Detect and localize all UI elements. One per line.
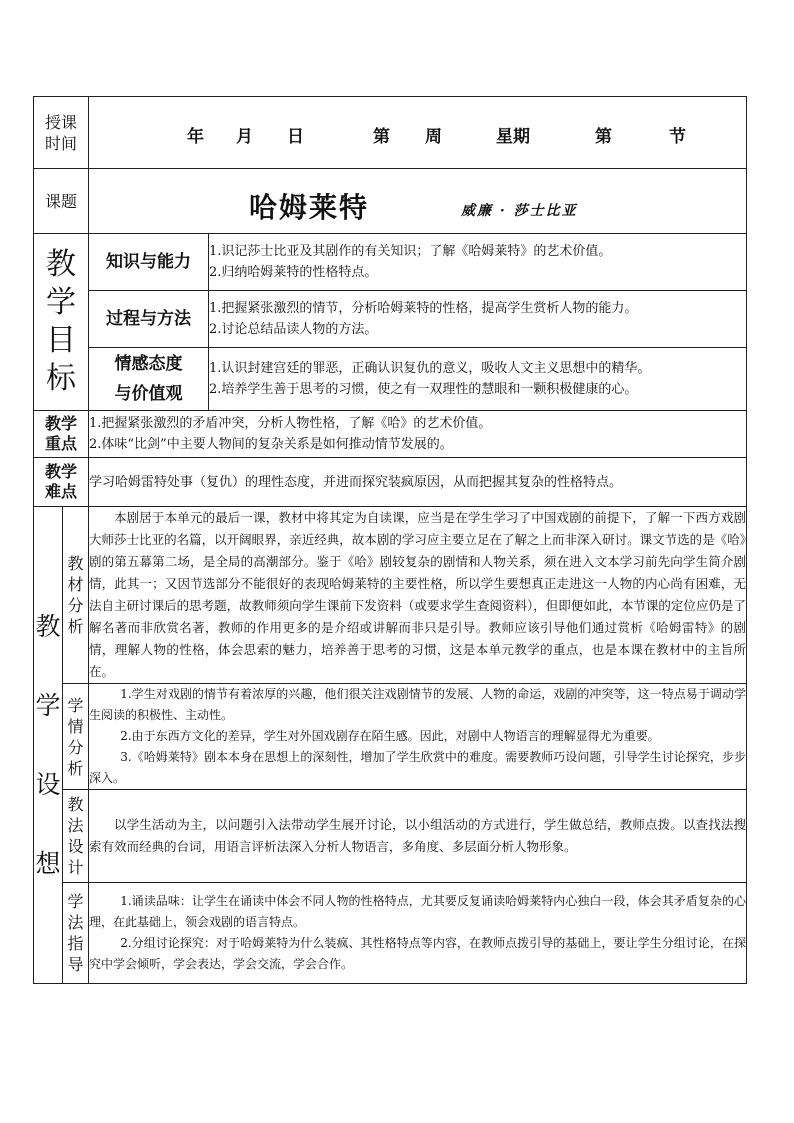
process-text: 1.把握紧张激烈的情节，分析哈姆莱特的性格，提高学生赏析人物的能力。 2.讨论总结品读人物的方法。 <box>209 291 747 348</box>
time-label: 授课时间 <box>34 97 89 169</box>
month-label: 月 <box>236 127 253 147</box>
knowledge-label: 知识与能力 <box>89 234 209 291</box>
key-points-row <box>34 411 747 458</box>
students-analysis-row <box>34 684 747 790</box>
objectives-label: 教 学 目 标 <box>34 234 89 411</box>
objective-knowledge-row <box>34 234 747 291</box>
difficulty-text: 学习哈姆雷特处事（复仇）的理性态度，并进而探究装疯原因，从而把握其复杂的性格特点。 <box>89 458 747 507</box>
design-label: 教 学 设 想 <box>34 507 63 984</box>
students-analysis-text: 1.学生对戏剧的情节有着浓厚的兴趣，他们很关注戏剧情节的发展、人物的命运，戏剧的冲突等，这一特点易于调动学生阅读的积极性、主动性。 2.由于东西方文化的差异，学生对外国戏剧存在陌生感。因此，对剧中人物语言的理解显得尤为重要。 3.《哈姆莱特》剧本本身在思想上的深刻性，增加了学生欣赏中的难度。需要教师巧设问题，引导学生讨论探究，步步深入。 <box>89 684 747 790</box>
period-prefix: 第 <box>595 127 612 147</box>
topic-row <box>34 169 747 234</box>
lesson-title: 哈姆莱特 <box>249 191 370 224</box>
emotion-text: 1.认识封建宫廷的罪恶，正确认识复仇的意义，吸收人文主义思想中的精华。 2.培养学生善于思考的习惯，使之有一双理性的慧眼和一颗积极健康的心。 <box>209 348 747 411</box>
period-suffix: 节 <box>669 127 686 147</box>
material-analysis-text: 本剧居于本单元的最后一课，教材中将其定为自读课，应当是在学生学习了中国戏剧的前提下，了解一下西方戏剧大师莎士比亚的名篇，以开阔眼界，亲近经典，故本剧的学习应主要立足在了解之上而非深入研讨。课文节选的是《哈》剧的第五幕第二场，是全局的高潮部分。鉴于《哈》剧较复杂的剧情和人物关系，须在进入文本学习前先向学生简介剧情，此其一；又因节选部分不能很好的表现哈姆莱特的主要性格，所以学生要想真正走进这一人物的内心尚有困难，无法自主研讨课后的思考题，故教师须向学生课前下发资料（或要求学生查阅资料），但即便如此，本节课的定位应仍是了解名著而非欣赏名著，教师的作用更多的是介绍或讲解而非只是引导。教师应该引导他们通过赏析《哈姆雷特》的剧情，理解人物的性格，体会思索的魅力，培养善于思考的习惯，这是本单元教学的重点，也是本课在教材中的主旨所在。 <box>89 507 747 684</box>
objective-emotion-row <box>34 348 747 411</box>
learning-method-label: 学 法 指 导 <box>63 883 89 984</box>
topic-cell <box>89 169 747 234</box>
lesson-plan-table <box>33 96 747 984</box>
day-label: 日 <box>287 127 304 147</box>
learning-method-row <box>34 883 747 984</box>
teaching-method-text: 以学生活动为主，以问题引入法带动学生展开讨论，以小组活动的方式进行，学生做总结，教师点拨。以查找法搜索有效而经典的台词，用语言评析法深入分析人物语言，多角度、多层面分析人物形象。 <box>89 790 747 883</box>
material-analysis-label: 教 材 分 析 <box>63 507 89 684</box>
key-points-label: 教学 重点 <box>34 411 89 458</box>
emotion-label: 情感态度 与价值观 <box>89 348 209 411</box>
teaching-method-label: 教 法 设 计 <box>63 790 89 883</box>
knowledge-text: 1.识记莎士比亚及其剧作的有关知识；了解《哈姆莱特》的艺术价值。 2.归纳哈姆莱特的性格特点。 <box>209 234 747 291</box>
time-row <box>34 97 747 169</box>
learning-method-text: 1.诵读品味：让学生在诵读中体会不同人物的性格特点，尤其要反复诵读哈姆莱特内心独白一段，体会其矛盾复杂的心理，在此基础上，领会戏剧的语言特点。 2.分组讨论探究：对于哈姆莱特为什么装疯、其性格特点等内容，在教师点拨引导的基础上，要让学生分组讨论，在探究中学会倾听，学会表达，学会交流，学会合作。 <box>89 883 747 984</box>
week-suffix: 周 <box>425 127 442 147</box>
difficulty-label: 教学 难点 <box>34 458 89 507</box>
topic-label: 课题 <box>34 169 89 234</box>
objective-process-row <box>34 291 747 348</box>
difficulty-row <box>34 458 747 507</box>
date-fields <box>89 97 747 169</box>
year-label: 年 <box>187 127 204 147</box>
week-prefix: 第 <box>373 127 390 147</box>
material-analysis-row <box>34 507 747 684</box>
teaching-method-row <box>34 790 747 883</box>
weekday-label: 星期 <box>496 127 530 147</box>
lesson-author: 威廉 · 莎士比亚 <box>461 203 578 219</box>
process-label: 过程与方法 <box>89 291 209 348</box>
students-analysis-label: 学 情 分 析 <box>63 684 89 790</box>
key-points-text: 1.把握紧张激烈的矛盾冲突，分析人物性格，了解《哈》的艺术价值。 2.体味“比剑”中主要人物间的复杂关系是如何推动情节发展的。 <box>89 411 747 458</box>
